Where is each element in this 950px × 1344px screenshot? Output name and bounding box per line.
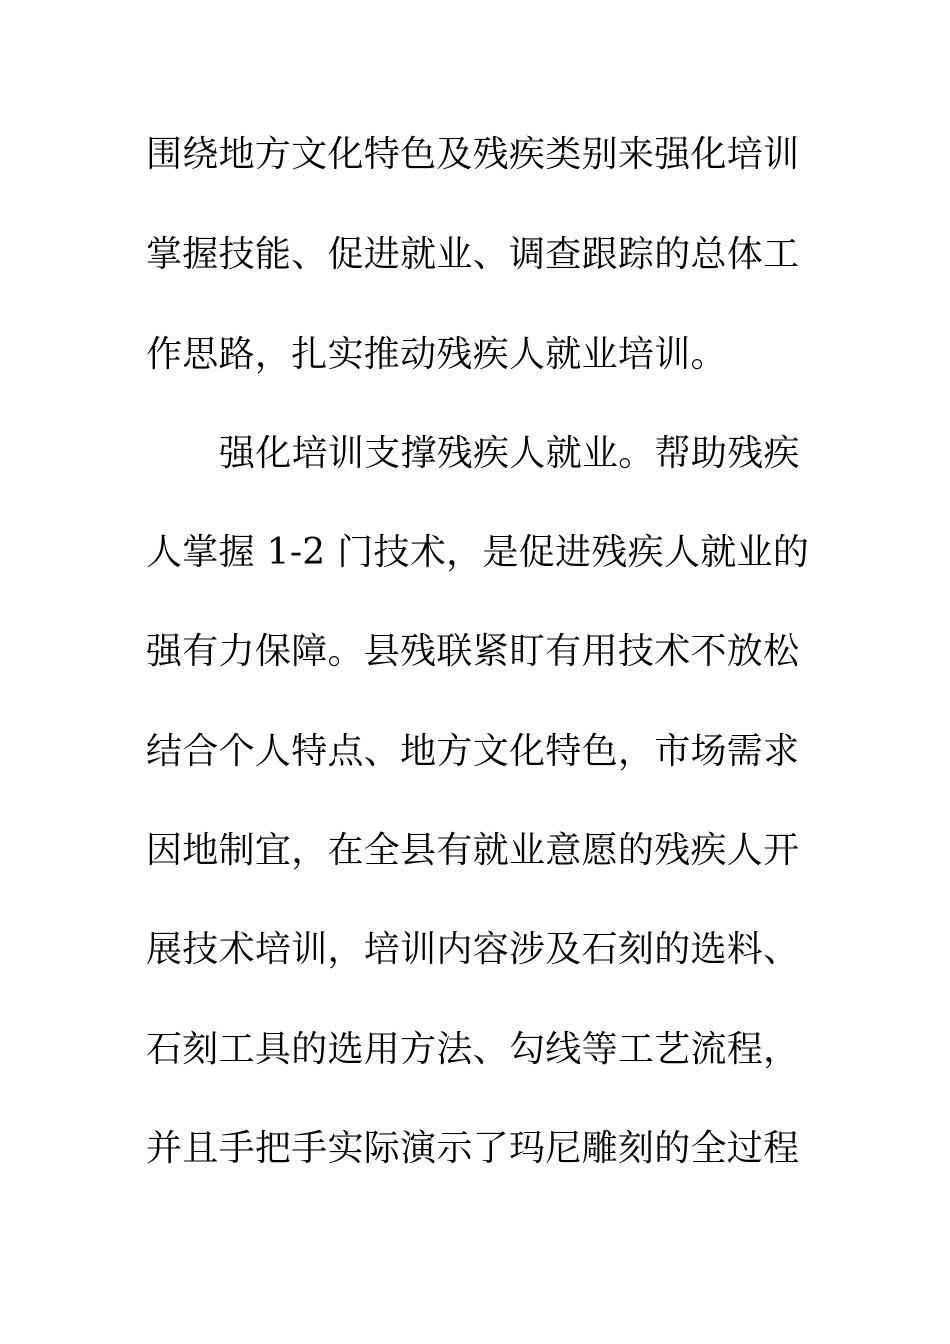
text-line: 作思路，扎实推动残疾人就业培训。: [146, 334, 727, 375]
text-line: 并且手把手实际演示了玛尼雕刻的全过程: [146, 1128, 800, 1169]
text-line: 石刻工具的选用方法、勾线等工艺流程，: [146, 1029, 800, 1070]
text-line: 掌握技能、促进就业、调查跟踪的总体工: [146, 234, 800, 275]
text-line: 围绕地方文化特色及残疾类别来强化培训: [146, 134, 800, 175]
text-line: 强有力保障。县残联紧盯有用技术不放松: [146, 631, 800, 672]
paragraph-first-line: 强化培训支撑残疾人就业。帮助残疾: [219, 433, 800, 474]
text-line: 展技术培训，培训内容涉及石刻的选料、: [146, 929, 800, 970]
text-line: 结合个人特点、地方文化特色，市场需求: [146, 731, 800, 772]
text-line: 人掌握 1-2 门技术，是促进残疾人就业的: [146, 532, 810, 573]
text-line: 因地制宜，在全县有就业意愿的残疾人开: [146, 830, 800, 871]
